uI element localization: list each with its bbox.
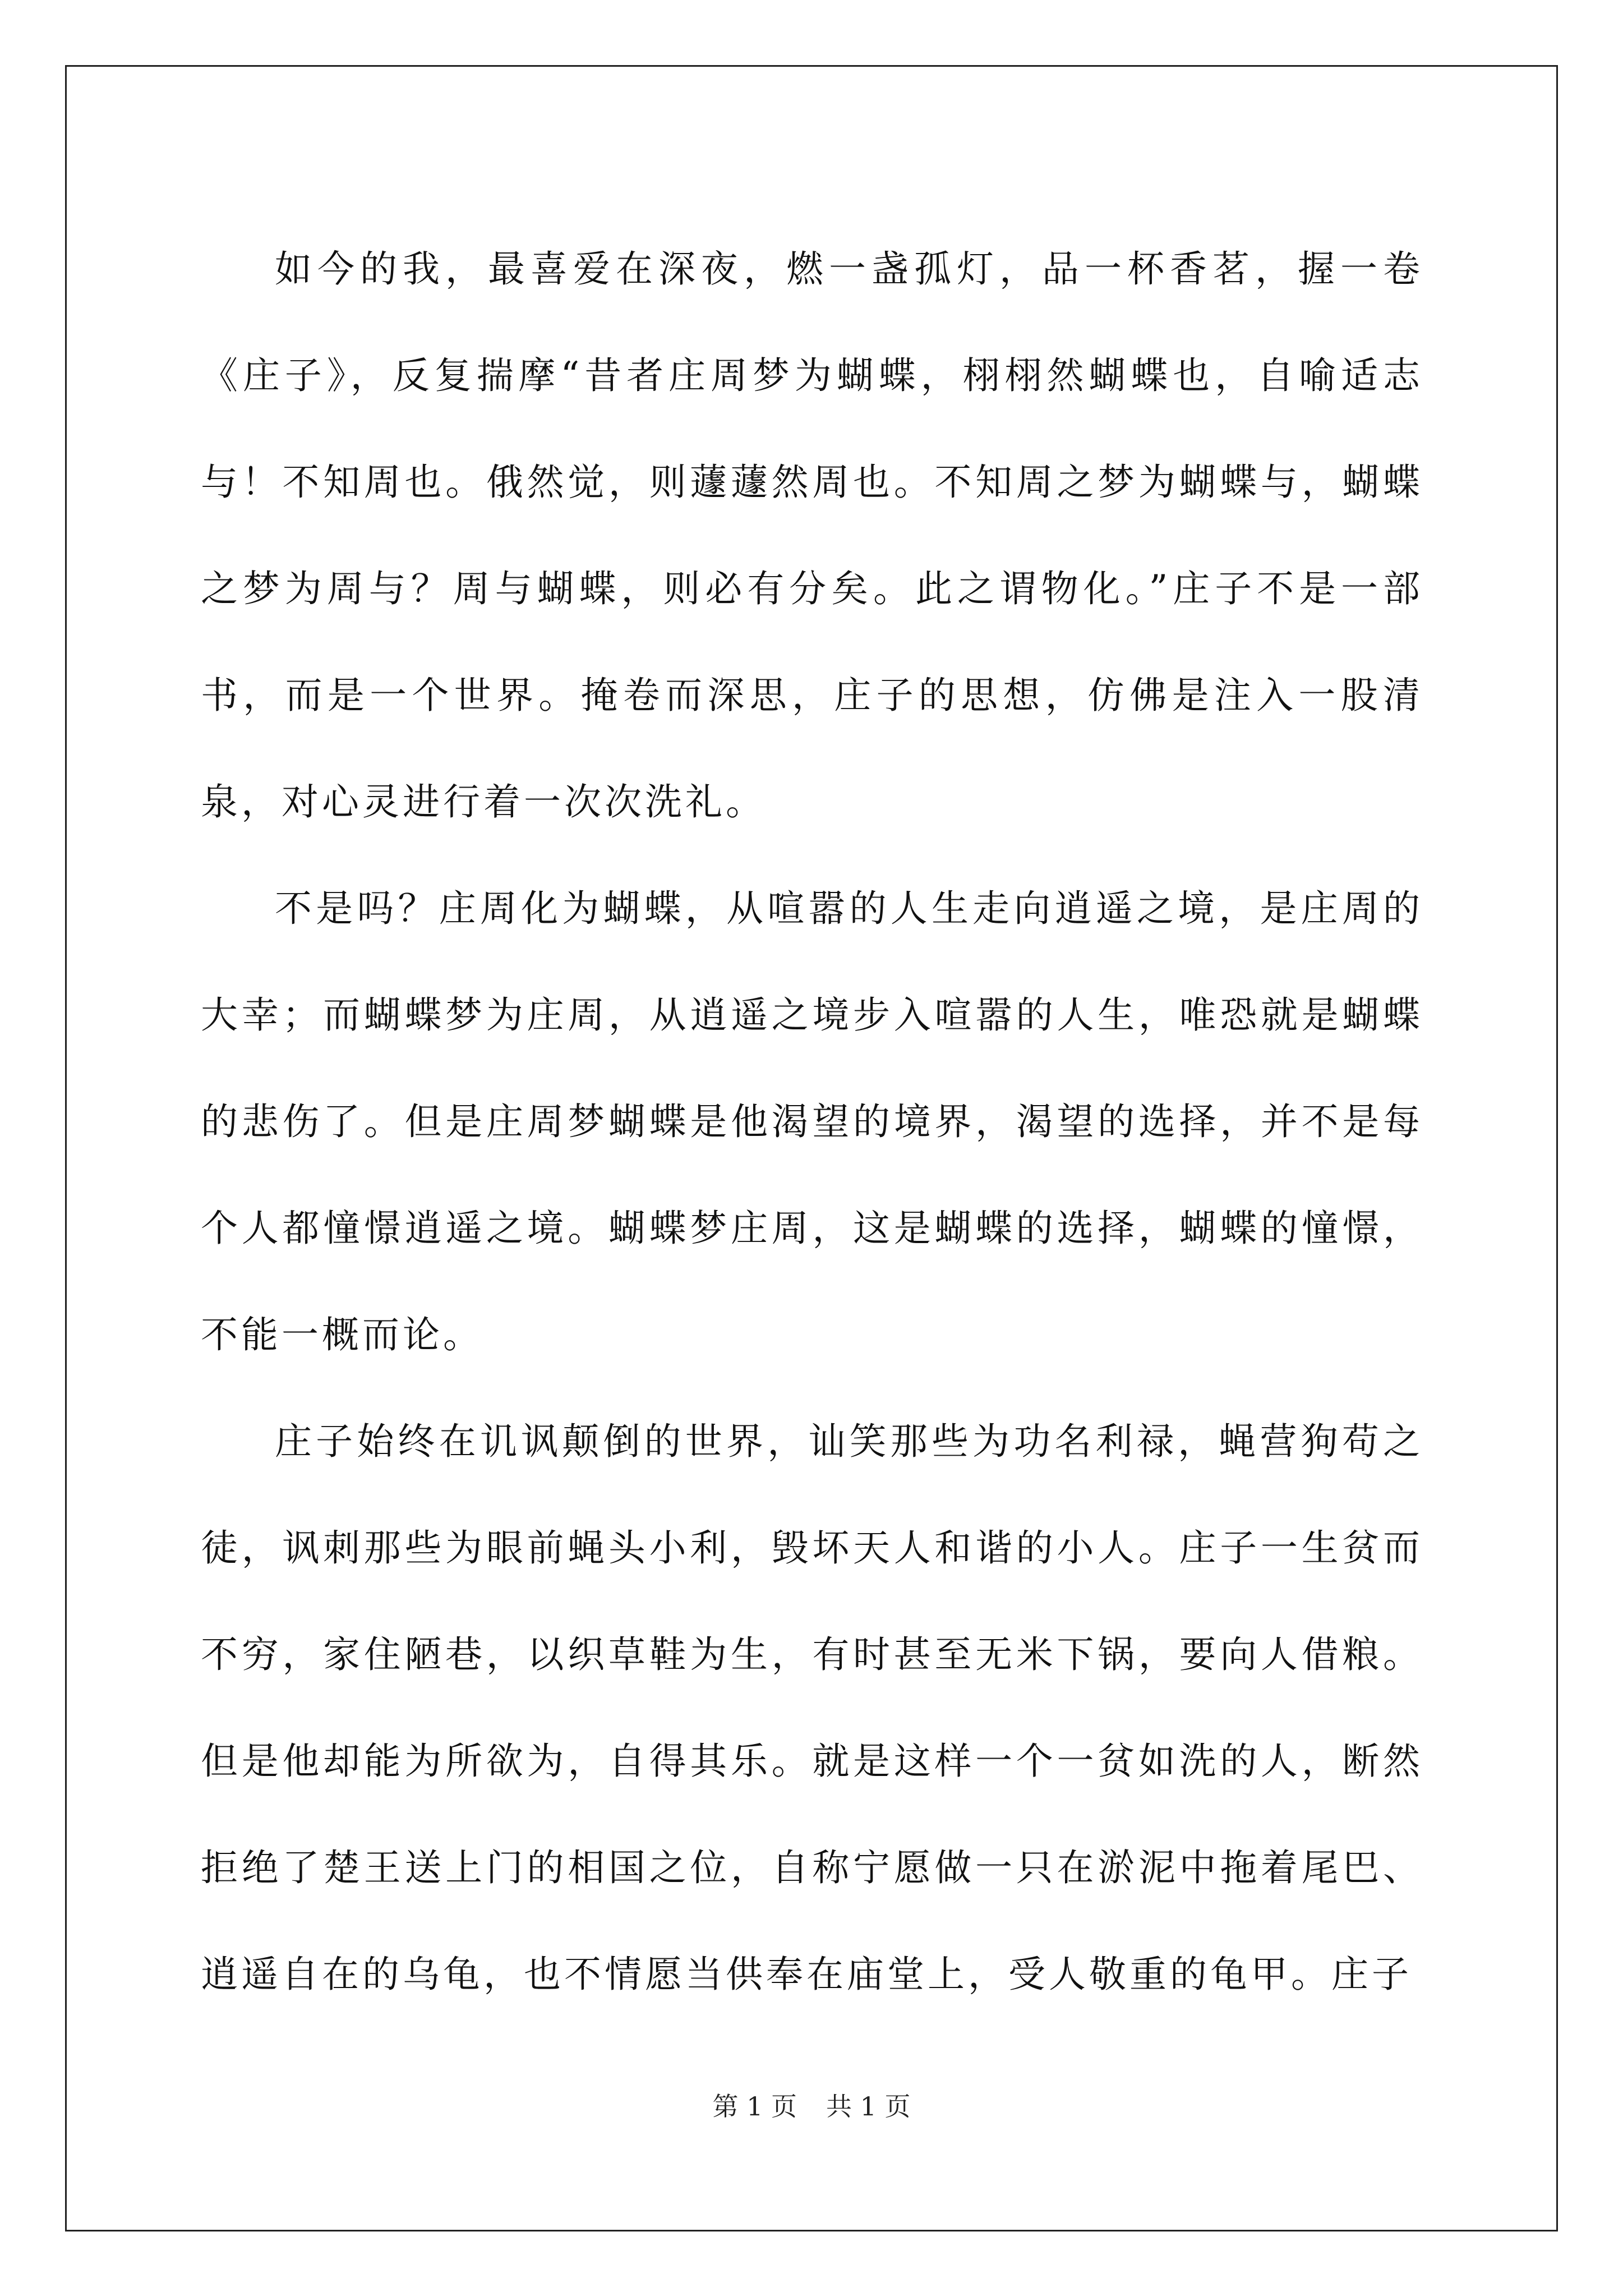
page-total: 共 1 页	[826, 2091, 911, 2122]
page-number: 第 1 页	[712, 2091, 797, 2122]
paragraph-2: 不是吗？庄周化为蝴蝶，从喧嚣的人生走向逍遥之境，是庄周的大幸；而蝴蝶梦为庄周，从逍遥之境步入喧嚣的人生，唯恐就是蝴蝶的悲伤了。但是庄周梦蝴蝶是他渴望的境界，渴望的选择，并不是每个人都憧憬逍遥之境。蝴蝶梦庄周，这是蝴蝶的选择，蝴蝶的憧憬，不能一概而论。	[201, 887, 1423, 1356]
paragraph-1: 如今的我，最喜爱在深夜，燃一盏孤灯，品一杯香茗，握一卷《庄子》，反复揣摩“昔者庄周梦为蝴蝶，栩栩然蝴蝶也，自喻适志与！不知周也。俄然觉，则蘧蘧然周也。不知周之梦为蝴蝶与，蝴蝶之梦为周与？周与蝴蝶，则必有分矣。此之谓物化。”庄子不是一部书，而是一个世界。掩卷而深思，庄子的思想，仿佛是注入一股清泉，对心灵进行着一次次洗礼。	[201, 247, 1423, 823]
document-body	[201, 216, 1423, 2028]
paragraph-3: 庄子始终在讥讽颠倒的世界，讪笑那些为功名利禄，蝇营狗苟之徒，讽刺那些为眼前蝇头小利，毁坏天人和谐的小人。庄子一生贫而不穷，家住陋巷，以织草鞋为生，有时甚至无米下锅，要向人借粮。但是他却能为所欲为，自得其乐。就是这样一个一贫如洗的人，断然拒绝了楚王送上门的相国之位，自称宁愿做一只在淤泥中拖着尾巴、逍遥自在的乌龟，也不情愿当供奉在庙堂上，受人敬重的龟甲。庄子	[201, 1420, 1423, 1996]
page-footer	[0, 2090, 1623, 2123]
